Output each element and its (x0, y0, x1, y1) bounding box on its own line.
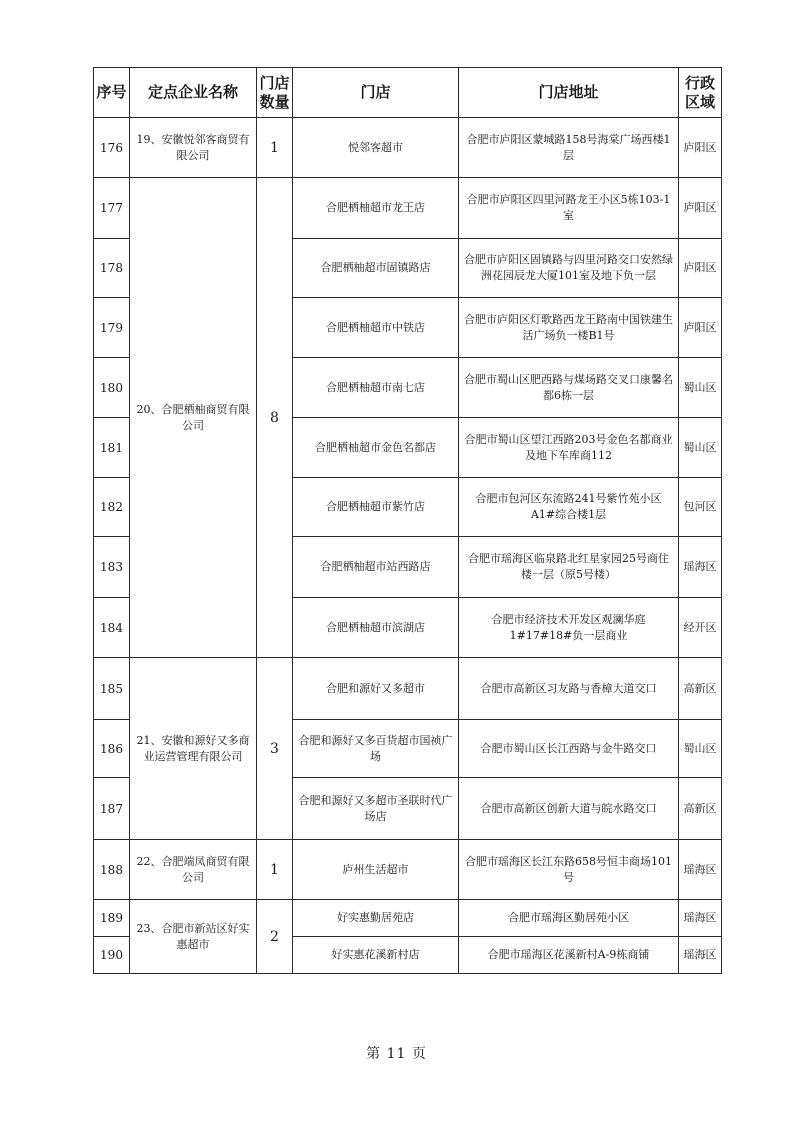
header-store: 门店 (293, 68, 459, 118)
store-address: 合肥市庐阳区灯歌路西龙王路南中国铁建生活广场负一楼B1号 (459, 298, 679, 358)
store-name: 庐州生活超市 (293, 840, 459, 900)
row-seq: 184 (94, 598, 130, 658)
store-address: 合肥市蜀山区长江西路与金牛路交口 (459, 720, 679, 778)
store-district: 蜀山区 (679, 358, 722, 418)
table-row (94, 658, 722, 720)
row-seq: 181 (94, 418, 130, 478)
store-district: 庐阳区 (679, 118, 722, 178)
store-district: 高新区 (679, 658, 722, 720)
store-count: 1 (257, 118, 293, 178)
store-address: 合肥市庐阳区蒙城路158号海棠广场西楼1层 (459, 118, 679, 178)
store-table (93, 67, 722, 974)
store-count: 1 (257, 840, 293, 900)
row-seq: 190 (94, 937, 130, 974)
row-seq: 177 (94, 178, 130, 239)
table-row (94, 118, 722, 178)
row-seq: 180 (94, 358, 130, 418)
store-address: 合肥市高新区习友路与香樟大道交口 (459, 658, 679, 720)
header-address: 门店地址 (459, 68, 679, 118)
header-count: 门店数量 (257, 68, 293, 118)
store-name: 合肥栖柚超市紫竹店 (293, 478, 459, 537)
store-name: 合肥栖柚超市金色名都店 (293, 418, 459, 478)
header-district: 行政区域 (679, 68, 722, 118)
row-seq: 186 (94, 720, 130, 778)
row-seq: 179 (94, 298, 130, 358)
store-address: 合肥市庐阳区四里河路龙王小区5栋103-1室 (459, 178, 679, 239)
store-district: 庐阳区 (679, 239, 722, 298)
store-name: 好实惠花溪新村店 (293, 937, 459, 974)
store-district: 蜀山区 (679, 720, 722, 778)
store-name: 好实惠勤居苑店 (293, 900, 459, 937)
row-seq: 178 (94, 239, 130, 298)
table-row (94, 840, 722, 900)
store-name: 合肥栖柚超市南七店 (293, 358, 459, 418)
store-name: 合肥和源好又多超市圣联时代广场店 (293, 778, 459, 840)
store-address: 合肥市高新区创新大道与皖水路交口 (459, 778, 679, 840)
header-company: 定点企业名称 (130, 68, 257, 118)
table-row (94, 178, 722, 239)
store-name: 合肥栖柚超市中铁店 (293, 298, 459, 358)
store-address: 合肥市经济技术开发区观澜华庭1#17#18#负一层商业 (459, 598, 679, 658)
page-number: 第 11 页 (366, 1046, 427, 1062)
store-district: 高新区 (679, 778, 722, 840)
store-district: 蜀山区 (679, 418, 722, 478)
store-address: 合肥市瑶海区长江东路658号恒丰商场101号 (459, 840, 679, 900)
header-row (94, 68, 722, 118)
store-address: 合肥市瑶海区花溪新村A-9栋商铺 (459, 937, 679, 974)
store-district: 经开区 (679, 598, 722, 658)
company-name: 19、安徽悦邻客商贸有限公司 (130, 118, 257, 178)
company-name: 20、合肥栖柚商贸有限公司 (130, 178, 257, 658)
store-count: 3 (257, 658, 293, 840)
store-name: 悦邻客超市 (293, 118, 459, 178)
store-count: 8 (257, 178, 293, 658)
store-district: 瑶海区 (679, 537, 722, 598)
store-address: 合肥市蜀山区望江西路203号金色名都商业及地下车库商112 (459, 418, 679, 478)
row-seq: 187 (94, 778, 130, 840)
store-district: 瑶海区 (679, 900, 722, 937)
store-district: 庐阳区 (679, 178, 722, 239)
store-name: 合肥栖柚超市龙王店 (293, 178, 459, 239)
store-address: 合肥市蜀山区肥西路与煤场路交叉口康馨名都6栋一层 (459, 358, 679, 418)
header-seq: 序号 (94, 68, 130, 118)
store-district: 瑶海区 (679, 840, 722, 900)
table-row (94, 900, 722, 937)
store-address: 合肥市瑶海区临泉路北红星家园25号商住楼一层（原5号楼） (459, 537, 679, 598)
store-name: 合肥栖柚超市滨湖店 (293, 598, 459, 658)
row-seq: 182 (94, 478, 130, 537)
row-seq: 188 (94, 840, 130, 900)
row-seq: 183 (94, 537, 130, 598)
store-count: 2 (257, 900, 293, 974)
row-seq: 189 (94, 900, 130, 937)
store-name: 合肥和源好又多百货超市国祯广场 (293, 720, 459, 778)
company-name: 23、合肥市新站区好实惠超市 (130, 900, 257, 974)
store-district: 瑶海区 (679, 937, 722, 974)
store-address: 合肥市包河区东流路241号紫竹苑小区A1#综合楼1层 (459, 478, 679, 537)
company-name: 22、合肥端凤商贸有限公司 (130, 840, 257, 900)
store-name: 合肥栖柚超市固镇路店 (293, 239, 459, 298)
row-seq: 185 (94, 658, 130, 720)
store-name: 合肥栖柚超市站西路店 (293, 537, 459, 598)
store-address: 合肥市庐阳区固镇路与四里河路交口安然绿洲花园辰龙大厦101室及地下负一层 (459, 239, 679, 298)
store-address: 合肥市瑶海区勤居苑小区 (459, 900, 679, 937)
store-district: 包河区 (679, 478, 722, 537)
row-seq: 176 (94, 118, 130, 178)
store-name: 合肥和源好又多超市 (293, 658, 459, 720)
store-district: 庐阳区 (679, 298, 722, 358)
company-name: 21、安徽和源好又多商业运营管理有限公司 (130, 658, 257, 840)
